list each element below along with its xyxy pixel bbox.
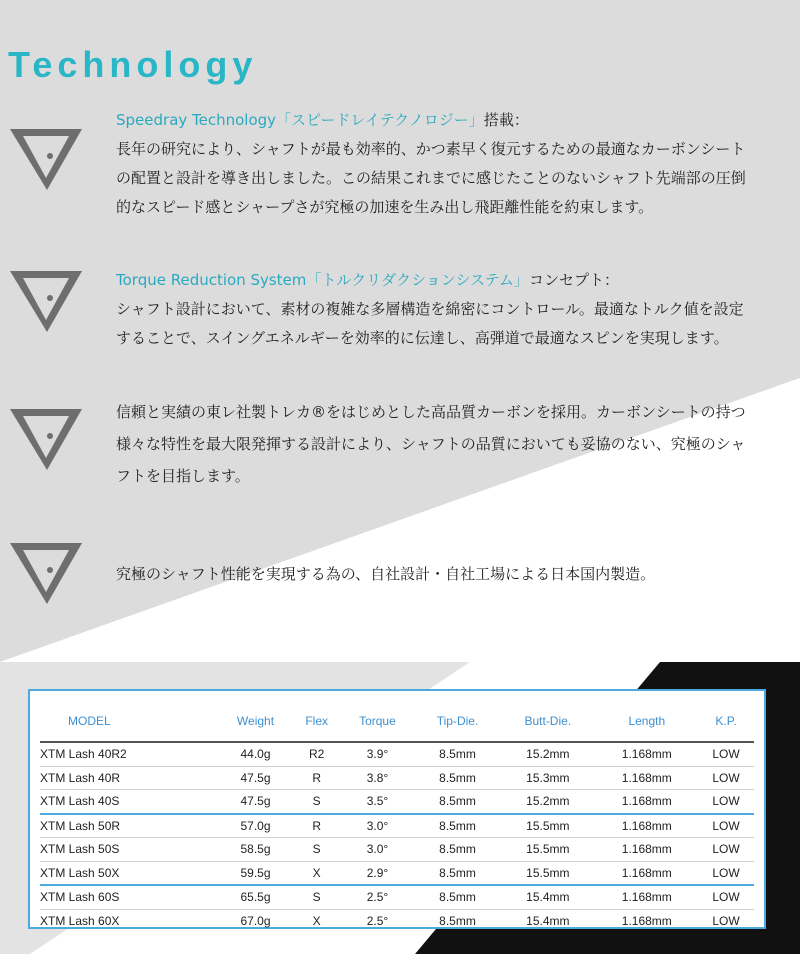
feature-text <box>116 396 796 492</box>
feature-heading: Torque Reduction System「トルクリダクションシステム」コンセプト： <box>116 271 619 289</box>
table-cell: XTM Lash 60S <box>40 885 217 909</box>
feature-text <box>116 560 796 589</box>
table-cell: S <box>293 885 339 909</box>
column-header: Torque <box>359 714 396 728</box>
table-row <box>40 814 754 838</box>
table-cell: 58.5g <box>217 838 293 862</box>
table-row <box>40 790 754 814</box>
table-cell: XTM Lash 40R2 <box>40 742 217 766</box>
feature-line: 的なスピード感とシャープさが究極の加速を生み出し飛距離性能を約束します。 <box>116 198 654 216</box>
table-cell: XTM Lash 60X <box>40 909 217 932</box>
table-cell: 1.168mm <box>596 909 698 932</box>
table-cell: S <box>293 838 339 862</box>
table-cell: 15.3mm <box>500 766 596 790</box>
table-cell: 44.0g <box>217 742 293 766</box>
table-cell: 2.5° <box>340 909 415 932</box>
spec-table-panel <box>28 689 766 929</box>
column-header: Tip-Die. <box>436 714 479 728</box>
table-cell: 65.5g <box>217 885 293 909</box>
feature-text <box>116 106 796 222</box>
table-cell: 8.5mm <box>415 814 500 838</box>
table-cell: 8.5mm <box>415 742 500 766</box>
feature-text <box>116 266 796 353</box>
triangle-dot-icon <box>8 406 84 472</box>
table-row <box>40 885 754 909</box>
table-cell: 8.5mm <box>415 909 500 932</box>
table-cell: 1.168mm <box>596 814 698 838</box>
table-cell: 2.5° <box>340 885 415 909</box>
table-cell: 8.5mm <box>415 861 500 885</box>
table-cell: 3.5° <box>340 790 415 814</box>
table-cell: 3.0° <box>340 838 415 862</box>
table-cell: R <box>293 814 339 838</box>
feature-line: することで、スイングエネルギーを効率的に伝達し、高弾道で最適なスピンを実現します。 <box>116 329 729 347</box>
table-cell: 15.4mm <box>500 885 596 909</box>
page-title: Technology <box>8 44 258 85</box>
table-row <box>40 909 754 932</box>
table-cell: XTM Lash 40S <box>40 790 217 814</box>
triangle-dot-icon <box>8 126 84 192</box>
spec-table <box>40 701 754 932</box>
table-cell: LOW <box>698 790 754 814</box>
table-cell: XTM Lash 50R <box>40 814 217 838</box>
table-cell: 3.0° <box>340 814 415 838</box>
table-cell: 15.5mm <box>500 861 596 885</box>
feature-line: 長年の研究により、シャフトが最も効率的、かつ素早く復元するための最適なカーボンシート <box>116 140 746 158</box>
table-cell: LOW <box>698 814 754 838</box>
table-cell: 1.168mm <box>596 790 698 814</box>
table-cell: 15.2mm <box>500 742 596 766</box>
table-cell: 67.0g <box>217 909 293 932</box>
table-cell: 1.168mm <box>596 742 698 766</box>
feature-line: シャフト設計において、素材の複雑な多層構造を綿密にコントロール。最適なトルク値を設定 <box>116 300 744 318</box>
table-cell: 15.2mm <box>500 790 596 814</box>
column-header: Butt-Die. <box>524 714 572 728</box>
feature-line: 信頼と実績の東レ社製トレカ®をはじめとした高品質カーボンを採用。カーボンシートの持つ <box>116 403 746 421</box>
table-row <box>40 838 754 862</box>
triangle-dot-icon <box>8 268 84 334</box>
triangle-dot-icon <box>8 540 84 606</box>
feature-line: 究極のシャフト性能を実現する為の、自社設計・自社工場による日本国内製造。 <box>116 565 656 583</box>
table-cell: LOW <box>698 861 754 885</box>
table-cell: 1.168mm <box>596 838 698 862</box>
table-cell: 57.0g <box>217 814 293 838</box>
table-cell: 8.5mm <box>415 766 500 790</box>
table-cell: LOW <box>698 838 754 862</box>
table-cell: 47.5g <box>217 766 293 790</box>
feature-heading: Speedray Technology「スピードレイテクノロジー」搭載： <box>116 111 529 129</box>
table-cell: 8.5mm <box>415 885 500 909</box>
table-cell: R2 <box>293 742 339 766</box>
table-cell: 8.5mm <box>415 838 500 862</box>
feature-line: 様々な特性を最大限発揮する設計により、シャフトの品質においても妥協のない、究極のシャ <box>116 435 746 453</box>
table-cell: 1.168mm <box>596 885 698 909</box>
table-cell: XTM Lash 40R <box>40 766 217 790</box>
table-cell: 3.8° <box>340 766 415 790</box>
column-header: Weight <box>236 714 275 728</box>
table-cell: 15.5mm <box>500 814 596 838</box>
table-cell: 8.5mm <box>415 790 500 814</box>
table-cell: 3.9° <box>340 742 415 766</box>
table-cell: 1.168mm <box>596 861 698 885</box>
feature-line: の配置と設計を導き出しました。この結果これまでに感じたことのないシャフト先端部の圧倒 <box>116 169 746 187</box>
table-cell: 15.5mm <box>500 838 596 862</box>
column-header: Length <box>628 714 666 728</box>
table-cell: 47.5g <box>217 790 293 814</box>
table-cell: 15.4mm <box>500 909 596 932</box>
column-header: K.P. <box>715 714 737 728</box>
table-cell: R <box>293 766 339 790</box>
table-cell: 59.5g <box>217 861 293 885</box>
table-cell: X <box>293 861 339 885</box>
table-cell: LOW <box>698 909 754 932</box>
table-cell: LOW <box>698 766 754 790</box>
table-cell: XTM Lash 50X <box>40 861 217 885</box>
table-row <box>40 742 754 766</box>
table-cell: LOW <box>698 885 754 909</box>
table-cell: XTM Lash 50S <box>40 838 217 862</box>
table-cell: LOW <box>698 742 754 766</box>
spec-table-body <box>40 742 754 932</box>
table-header-row <box>40 701 754 742</box>
table-row <box>40 766 754 790</box>
column-header: Flex <box>305 714 329 728</box>
table-cell: X <box>293 909 339 932</box>
table-row <box>40 861 754 885</box>
table-cell: S <box>293 790 339 814</box>
table-cell: 2.9° <box>340 861 415 885</box>
column-header: MODEL <box>68 714 111 728</box>
table-cell: 1.168mm <box>596 766 698 790</box>
feature-line: フトを目指します。 <box>116 467 250 485</box>
